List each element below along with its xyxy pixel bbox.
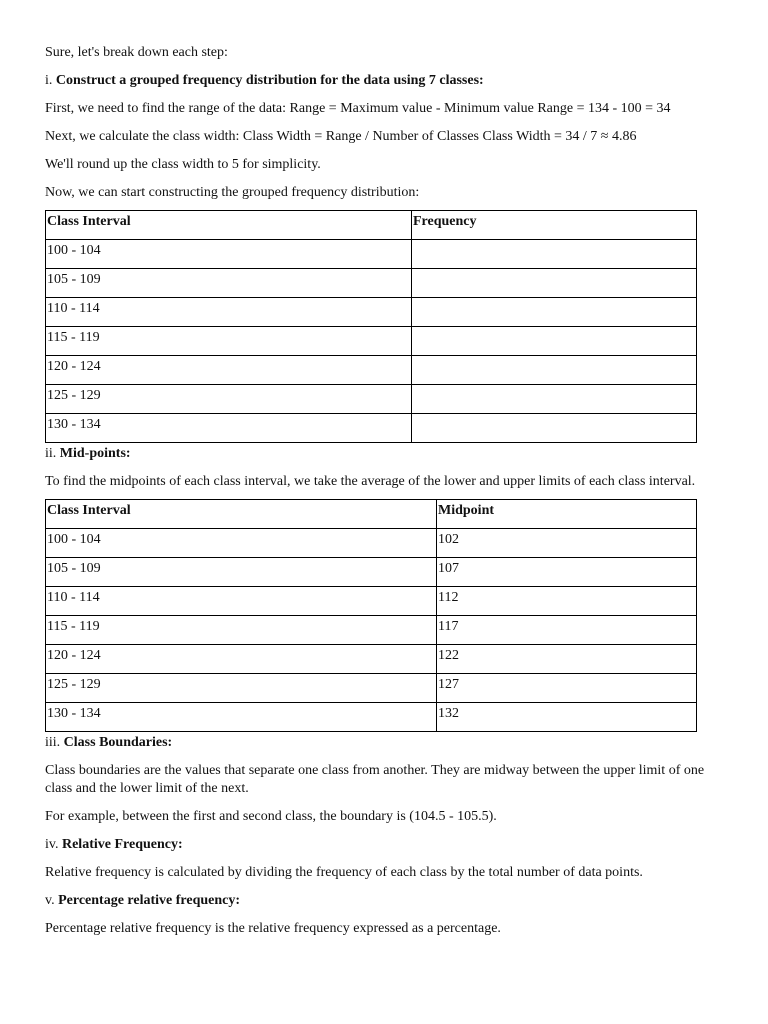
table-row [46, 385, 697, 414]
table-row [46, 587, 697, 616]
table-row [46, 616, 697, 645]
midpoint-cell: 102 [437, 529, 697, 558]
table-row [46, 269, 697, 298]
section-2-title: Mid-points: [59, 446, 131, 461]
class-interval-cell: 125 - 129 [46, 385, 412, 414]
table-header-row [46, 211, 697, 240]
header-midpoint: Midpoint [437, 500, 697, 529]
frequency-cell [412, 298, 697, 327]
class-interval-cell: 110 - 114 [46, 298, 412, 327]
midpoint-cell: 122 [437, 645, 697, 674]
section-1-heading [45, 72, 705, 90]
table-row [46, 327, 697, 356]
round-up-text: We'll round up the class width to 5 for simplicity. [45, 157, 321, 172]
class-interval-cell: 130 - 134 [46, 703, 437, 732]
table-row [46, 356, 697, 385]
relative-frequency-text: Relative frequency is calculated by dividing the frequency of each class by the total number of data points. [45, 865, 643, 880]
section-3-title: Class Boundaries: [63, 735, 173, 750]
document-body [45, 44, 705, 938]
intro-text: Sure, let's break down each step: [45, 45, 228, 60]
table-row [46, 703, 697, 732]
section-4-number: iv. [45, 837, 59, 852]
class-interval-cell: 105 - 109 [46, 558, 437, 587]
frequency-cell [412, 356, 697, 385]
section-5-number: v. [45, 893, 55, 908]
section-2-heading [45, 445, 705, 463]
midpoint-cell: 117 [437, 616, 697, 645]
section-4-heading [45, 836, 705, 854]
class-boundaries-text: Class boundaries are the values that separate one class from another. They are midway between the upper limit of one class and the lower limit of the next. [45, 763, 705, 796]
class-interval-cell: 130 - 134 [46, 414, 412, 443]
class-interval-cell: 120 - 124 [46, 645, 437, 674]
section-1-number: i. [45, 73, 53, 88]
frequency-cell [412, 414, 697, 443]
frequency-cell [412, 385, 697, 414]
table-row [46, 529, 697, 558]
class-width-text: Next, we calculate the class width: Class Width = Range / Number of Classes Class Width = 34 / 7 ≈ 4.86 [45, 129, 637, 144]
header-class-interval: Class Interval [46, 500, 437, 529]
table-row [46, 240, 697, 269]
header-frequency: Frequency [412, 211, 697, 240]
section-3-heading [45, 734, 705, 752]
percentage-relative-frequency-text: Percentage relative frequency is the relative frequency expressed as a percentage. [45, 921, 501, 936]
class-interval-cell: 115 - 119 [46, 327, 412, 356]
table-row [46, 414, 697, 443]
boundary-example-text: For example, between the first and second class, the boundary is (104.5 - 105.5). [45, 809, 497, 824]
frequency-table [45, 210, 697, 443]
class-interval-cell: 110 - 114 [46, 587, 437, 616]
class-interval-cell: 125 - 129 [46, 674, 437, 703]
section-4-title: Relative Frequency: [61, 837, 183, 852]
frequency-cell [412, 240, 697, 269]
midpoint-cell: 132 [437, 703, 697, 732]
class-interval-cell: 105 - 109 [46, 269, 412, 298]
frequency-cell [412, 327, 697, 356]
frequency-cell [412, 269, 697, 298]
table-row [46, 558, 697, 587]
class-interval-cell: 115 - 119 [46, 616, 437, 645]
section-1-title: Construct a grouped frequency distribution for the data using 7 classes: [55, 73, 484, 88]
section-2-number: ii. [45, 446, 57, 461]
midpoint-cell: 107 [437, 558, 697, 587]
midpoint-table [45, 499, 697, 732]
midpoint-cell: 127 [437, 674, 697, 703]
table-row [46, 674, 697, 703]
class-interval-cell: 120 - 124 [46, 356, 412, 385]
construct-text: Now, we can start constructing the grouped frequency distribution: [45, 185, 420, 200]
header-class-interval: Class Interval [46, 211, 412, 240]
class-interval-cell: 100 - 104 [46, 240, 412, 269]
table-row [46, 298, 697, 327]
table-row [46, 645, 697, 674]
range-text: First, we need to find the range of the data: Range = Maximum value - Minimum value Range = 134 - 100 = 34 [45, 101, 671, 116]
midpoint-text: To find the midpoints of each class interval, we take the average of the lower and upper limits of each class interval. [45, 474, 696, 489]
section-5-heading [45, 892, 705, 910]
class-interval-cell: 100 - 104 [46, 529, 437, 558]
section-3-number: iii. [45, 735, 61, 750]
section-5-title: Percentage relative frequency: [58, 893, 241, 908]
midpoint-cell: 112 [437, 587, 697, 616]
table-header-row [46, 500, 697, 529]
